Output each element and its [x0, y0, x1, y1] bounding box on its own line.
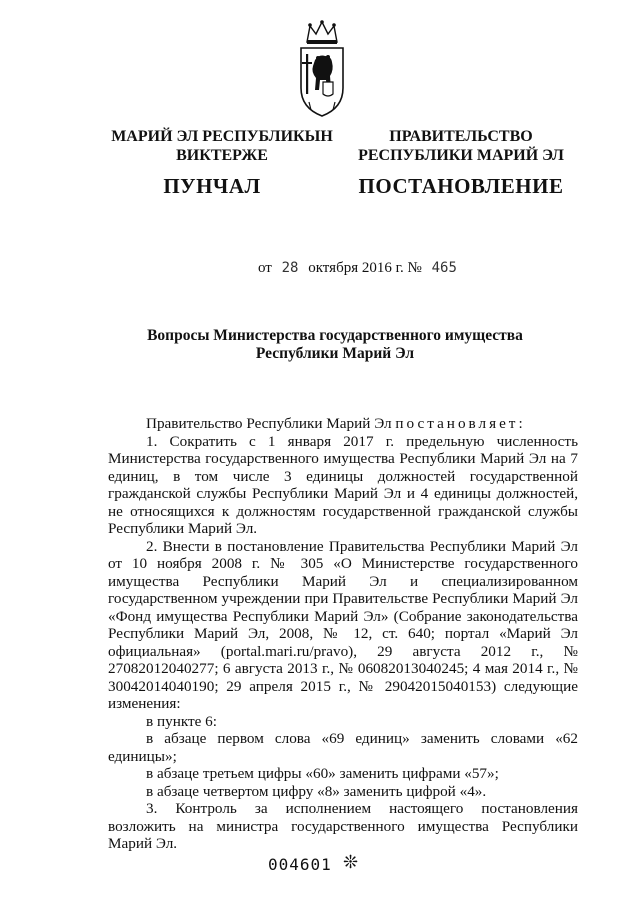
serial-number: 004601: [268, 855, 332, 874]
paragraph-2-item-c: в абзаце третьем цифры «60» заменить цифрами «57»;: [146, 765, 499, 782]
paragraph-2-item-a: в пункте 6:: [146, 712, 217, 730]
title-line1: Вопросы Министерства государственного имущества: [147, 327, 523, 344]
intro-resolves: постановляет:: [395, 415, 526, 432]
header-left-authority: [92, 127, 352, 165]
doc-type-russian: ПОСТАНОВЛЕНИЕ: [358, 174, 564, 198]
intro-paragraph: [108, 415, 578, 433]
date-prefix: от: [258, 260, 272, 276]
intro-text: Правительство Республики Марий Эл: [146, 415, 396, 432]
document-body: [108, 415, 578, 853]
document-title: [100, 327, 570, 363]
document-number: 465: [431, 260, 457, 276]
serial-mark-icon: ❊: [343, 852, 359, 872]
date-day: 28: [281, 260, 299, 276]
date-month-year: октября 2016 г. №: [308, 260, 422, 276]
paragraph-3: 3. Контроль за исполнением настоящего постановления возложить на министра государственного имущества Республики Марий Эл.: [108, 800, 578, 852]
header-left-line1: МАРИЙ ЭЛ РЕСПУБЛИКЫН: [111, 128, 333, 145]
header-right-line2: РЕСПУБЛИКИ МАРИЙ ЭЛ: [358, 147, 564, 164]
date-line: [258, 260, 463, 277]
header-right-line1: ПРАВИТЕЛЬСТВО: [389, 128, 533, 145]
paragraph-1: 1. Сократить с 1 января 2017 г. предельную численность Министерства государственного имущества Республики Марий Эл на 7 единиц, в том числе 3 единицы должностей государственной гражданской службы Республики Марий Эл и 4 единицы должностей, не относящихся к должностям государственной гражданской службы Республики Марий Эл.: [108, 432, 578, 537]
paragraph-2: 2. Внести в постановление Правительства Республики Марий Эл от 10 ноября 2008 г. № 305 «О Министерстве государственного имущества Республики Марий Эл и специализированном государственном учреждении при Правительстве Республики Марий Эл «Фонд имущества Республики Марий Эл» (Собрание законодательства Республики Марий Эл, 2008, № 12, ст. 640; портал «Марий Эл официальная» (portal.mari.ru/pravo), 29 августа 2012 г., № 27082012040277; 6 августа 2013 г., № 06082013040245; 4 мая 2014 г., № 30042014040190; 29 апреля 2015 г., № 29042015040153) следующие изменения:: [108, 537, 578, 712]
coat-of-arms-icon: [297, 20, 347, 120]
header-left-line2: ВИКТЕРЖЕ: [176, 147, 268, 164]
paragraph-2-item-b: в абзаце первом слова «69 единиц» заменить словами «62 единицы»;: [108, 730, 578, 765]
title-line2: Республики Марий Эл: [255, 345, 415, 362]
paragraph-2-item-d: в абзаце четвертом цифру «8» заменить цифрой «4».: [146, 782, 487, 800]
doc-type-mari: ПУНЧАЛ: [163, 174, 261, 198]
header-right-authority: [346, 127, 576, 165]
